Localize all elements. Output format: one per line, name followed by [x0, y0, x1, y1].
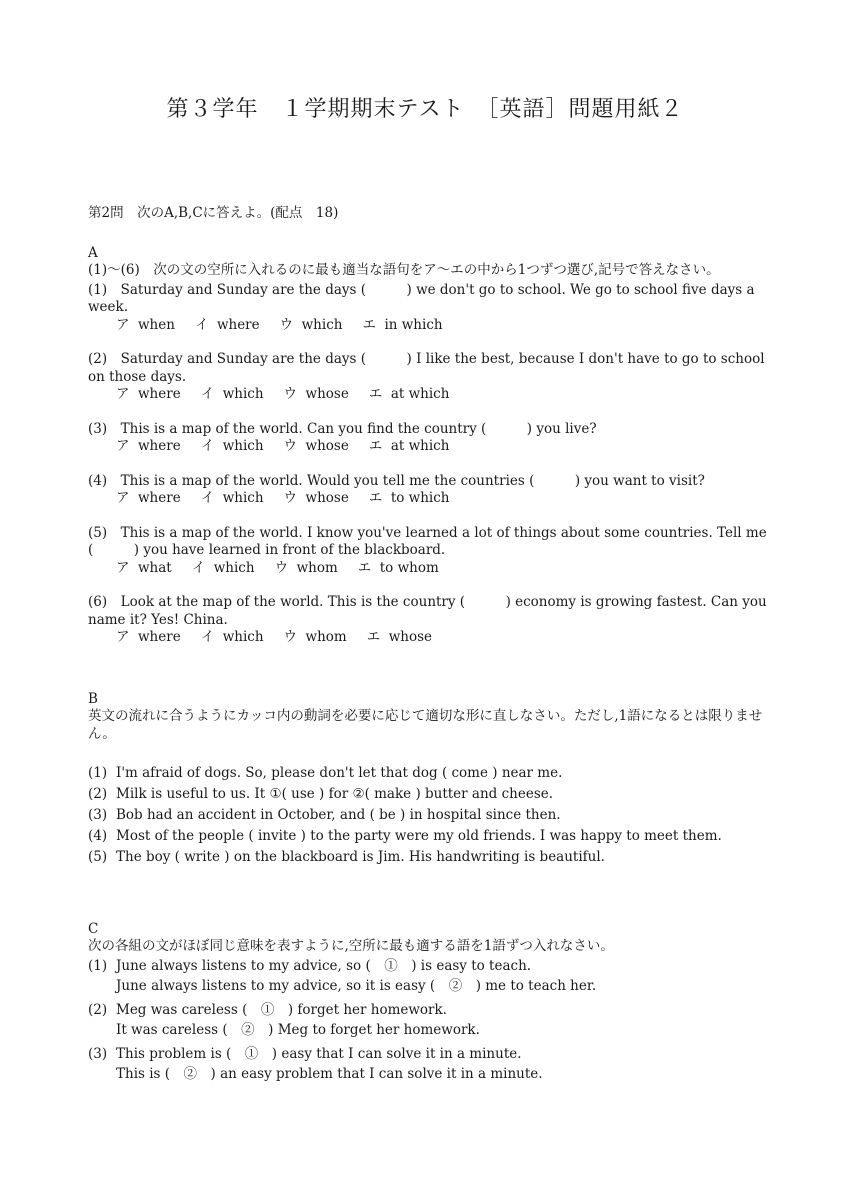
section-a-label: A [88, 244, 98, 261]
choice-option [284, 386, 349, 404]
sentence-line: Meg was careless ( ① ) forget her homework. [116, 1001, 447, 1018]
page-title: 第３学年 １学期期末テスト ［英語］問題用紙２ [166, 97, 684, 122]
question-text: (5) This is a map of the world. I know you've learned a lot of things about some countries. Tell me ( ) you have learned in front of the blackboard. [88, 524, 767, 558]
choice-option [362, 317, 442, 335]
choice-text: what [138, 559, 172, 576]
section-c-instruction: 次の各組の文がほぼ同じ意味を表すように,空所に最も適する語を1語ずつ入れなさい。 [88, 938, 614, 954]
section-a [88, 245, 768, 647]
choice-text: which [222, 490, 264, 506]
choice-option [116, 438, 181, 456]
question-text: I'm afraid of dogs. So, please don't let that dog ( come ) near me. [116, 765, 563, 781]
question-item [88, 525, 768, 578]
question-spacer [88, 577, 768, 594]
choice-text: where [138, 490, 181, 506]
choice-text: where [216, 316, 260, 333]
choice-text: in which [384, 316, 443, 333]
sentence-pair [116, 1002, 480, 1043]
choice-list [88, 560, 768, 578]
choice-list [88, 386, 768, 404]
question-spacer [88, 508, 768, 525]
section-b [88, 691, 768, 867]
question-spacer [88, 334, 768, 351]
question-number: (5) [88, 849, 108, 865]
choice-text: where [138, 386, 181, 402]
section-a-instruction: (1)〜(6) 次の文の空所に入れるのに最も適当な語句をア〜エの中から1つずつ選び,記号で答えなさい。 [88, 262, 720, 278]
question-item [88, 351, 768, 404]
question-text: (3) This is a map of the world. Can you find the country ( ) you live? [88, 420, 597, 437]
question-text: (6) Look at the map of the world. This is the country ( ) economy is growing fastest. Can you name it? Yes! China. [88, 594, 767, 628]
question-number: (1) [88, 957, 108, 974]
choice-text: which [222, 629, 264, 645]
choice-option [367, 629, 432, 647]
section-c-items [88, 958, 768, 1087]
question-text: (4) This is a map of the world. Would you tell me the countries ( ) you want to visit? [88, 472, 705, 489]
question-item [88, 849, 768, 867]
sentence-line: June always listens to my advice, so ( ① ) is easy to teach. [116, 957, 532, 974]
question-item [88, 958, 768, 999]
choice-list [88, 629, 768, 647]
question-item [88, 765, 768, 783]
question-item [88, 282, 768, 335]
choice-text: whose [388, 629, 432, 645]
choice-text: to whom [379, 559, 439, 576]
question-spacer [88, 404, 768, 421]
choice-mark: ア [116, 559, 130, 576]
choice-option [201, 629, 264, 647]
question-text: (2) Saturday and Sunday are the days ( ) I like the best, because I don't have to go to school on those days. [88, 351, 765, 385]
section-b-label: B [88, 690, 98, 707]
sentence-line: It was careless ( ② ) Meg to forget her homework. [116, 1022, 480, 1038]
choice-text: where [138, 438, 181, 454]
question-spacer [88, 456, 768, 473]
question-item [88, 807, 768, 825]
choice-mark: ウ [283, 629, 298, 645]
choice-option [116, 629, 181, 647]
question-number: (3) [88, 807, 108, 823]
choice-mark: ア [116, 438, 130, 454]
choice-option [369, 438, 450, 456]
section-c-label: C [88, 920, 99, 937]
choice-mark: ウ [283, 438, 298, 454]
choice-list [88, 317, 768, 335]
choice-text: whose [305, 490, 349, 506]
choice-option [201, 438, 264, 456]
choice-option [116, 317, 175, 335]
choice-text: where [138, 629, 181, 645]
choice-option [358, 560, 439, 578]
choice-mark: イ [191, 559, 206, 576]
choice-mark: エ [366, 629, 381, 645]
exam-content [88, 205, 768, 1090]
question-text: Most of the people ( invite ) to the party were my old friends. I was happy to meet them. [116, 828, 722, 844]
question-item [88, 1046, 768, 1087]
choice-text: whose [305, 438, 349, 454]
question-number: (2) [88, 1001, 108, 1018]
choice-mark: イ [194, 316, 209, 333]
choice-option [201, 386, 264, 404]
choice-option [369, 490, 450, 508]
choice-option [280, 317, 343, 335]
choice-mark: ア [116, 629, 130, 645]
choice-mark: ア [116, 316, 130, 333]
choice-text: whom [296, 559, 338, 576]
question-number: (2) [88, 786, 108, 802]
choice-option [201, 490, 264, 508]
choice-mark: ウ [279, 316, 294, 333]
choice-mark: ア [116, 386, 130, 402]
question-item [88, 1002, 768, 1043]
choice-text: to which [390, 490, 450, 506]
section-c [88, 921, 768, 1087]
choice-option [284, 438, 349, 456]
choice-option [195, 317, 260, 335]
choice-mark: ウ [283, 490, 298, 506]
choice-option [116, 490, 181, 508]
choice-mark: ウ [283, 386, 298, 402]
choice-mark: イ [200, 386, 215, 402]
choice-text: at which [390, 438, 450, 454]
section-header: 第2問 次のA,B,Cに答えよ。(配点 18) [88, 205, 339, 221]
sentence-pair [116, 1046, 543, 1087]
choice-mark: エ [368, 490, 383, 506]
choice-text: which [213, 559, 255, 576]
choice-mark: エ [357, 559, 372, 576]
section-b-items [88, 765, 768, 867]
choice-text: when [138, 316, 175, 333]
sentence-line: June always listens to my advice, so it is easy ( ② ) me to teach her. [116, 978, 597, 994]
question-text: (1) Saturday and Sunday are the days ( ) we don't go to school. We go to school five days a week. [88, 281, 755, 315]
question-item [88, 786, 768, 804]
choice-mark: エ [368, 438, 383, 454]
section-a-questions [88, 282, 768, 647]
choice-option [275, 560, 338, 578]
question-item [88, 594, 768, 647]
question-item [88, 828, 768, 846]
choice-mark: エ [362, 316, 376, 333]
question-item [88, 473, 768, 508]
choice-option [116, 560, 172, 578]
choice-text: whose [305, 386, 349, 402]
question-text: Bob had an accident in October, and ( be ) in hospital since then. [116, 807, 561, 823]
section-b-instruction: 英文の流れに合うようにカッコ内の動詞を必要に応じて適切な形に直しなさい。ただし,1語になるとは限りません。 [88, 708, 763, 742]
question-text: The boy ( write ) on the blackboard is Jim. His handwriting is beautiful. [116, 849, 605, 865]
question-number: (3) [88, 1045, 108, 1062]
sentence-line: This problem is ( ① ) easy that I can solve it in a minute. [116, 1045, 522, 1062]
choice-mark: エ [368, 386, 383, 402]
sentence-pair [116, 958, 596, 999]
choice-option [284, 629, 347, 647]
choice-text: whom [305, 629, 347, 645]
choice-text: at which [390, 386, 450, 402]
choice-mark: イ [200, 438, 215, 454]
question-number: (4) [88, 828, 108, 844]
choice-text: which [222, 438, 264, 454]
choice-option [369, 386, 450, 404]
choice-mark: ウ [274, 559, 289, 576]
choice-list [88, 490, 768, 508]
choice-text: which [222, 386, 264, 402]
question-number: (1) [88, 765, 108, 781]
choice-mark: ア [116, 490, 130, 506]
choice-mark: イ [200, 629, 215, 645]
choice-option [192, 560, 255, 578]
choice-option [116, 386, 181, 404]
choice-option [284, 490, 349, 508]
choice-text: which [301, 316, 343, 333]
question-item [88, 421, 768, 456]
choice-list [88, 438, 768, 456]
question-text: Milk is useful to us. It ①( use ) for ②( make ) butter and cheese. [116, 786, 554, 802]
choice-mark: イ [200, 490, 215, 506]
sentence-line: This is ( ② ) an easy problem that I can solve it in a minute. [116, 1066, 543, 1082]
